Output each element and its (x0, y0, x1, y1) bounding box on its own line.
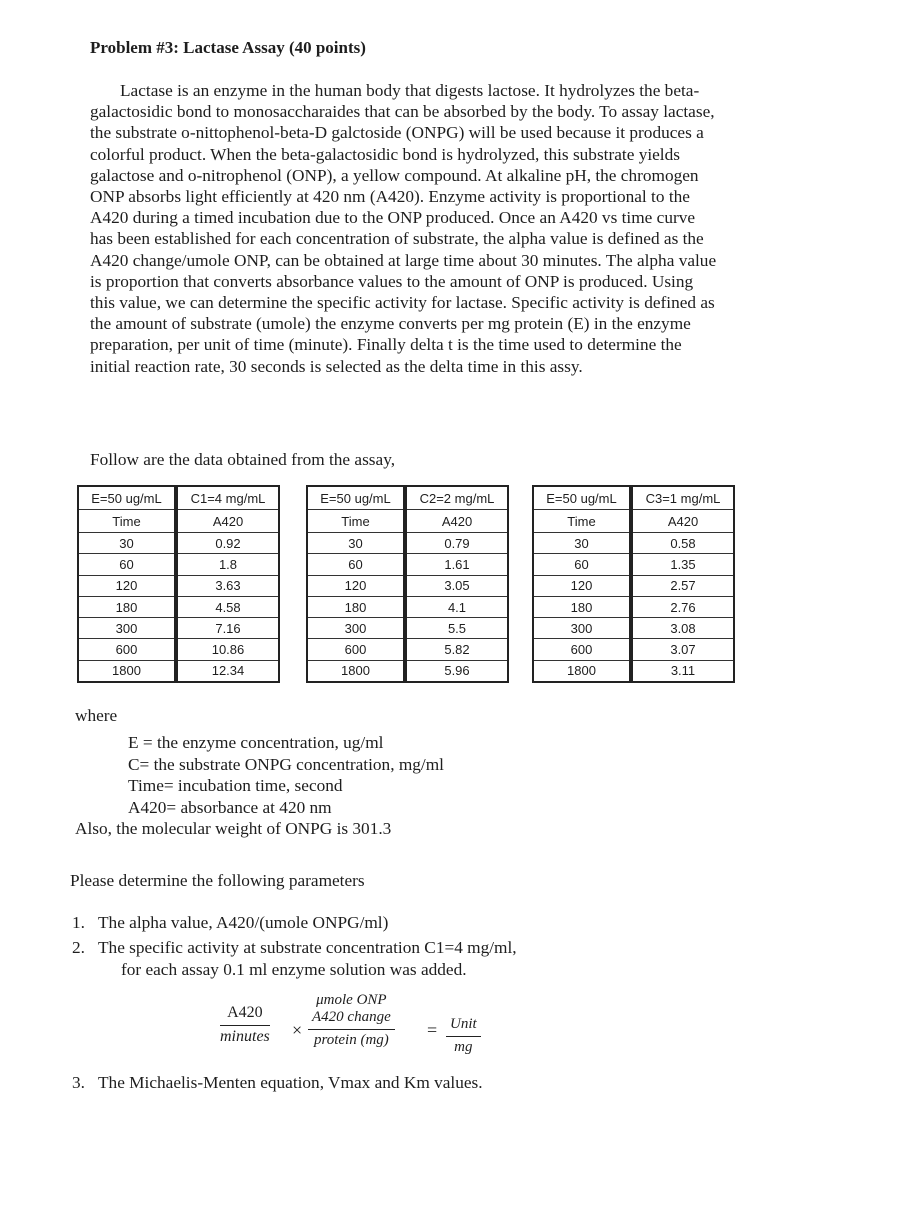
time-cell: 120 (533, 575, 631, 596)
table-row (533, 618, 734, 639)
substrate-header: C3=1 mg/mL (631, 486, 734, 510)
table-row (78, 575, 279, 596)
time-column-header: Time (307, 510, 405, 533)
a420-cell: 1.8 (176, 554, 279, 575)
a420-cell: 5.5 (405, 618, 508, 639)
data-table-c3 (532, 485, 735, 683)
table-row (533, 596, 734, 617)
intro-paragraph: Lactase is an enzyme in the human body that digests lactose. It hydrolyzes the beta-galactosidic bond to monosaccharaides that can be absorbed by the body. To assay lactase, the substrate o-nittophenol-beta-D galctoside (ONPG) will be used because it produces a colorful product. When the beta-galactosidic bond is hydrolyzed, this substrate yields galactose and o-nitrophenol (ONP), a yellow compound. At alkaline pH, the chromogen ONP absorbs light efficiently at 420 nm (A420). Enzyme activity is proportional to the A420 during a timed incubation due to the ONP produced. Once an A420 vs time curve has been established for each concentration of substrate, the alpha value is defined as the A420 change/umole ONP, can be obtained at large time about 30 minutes. The alpha value is proportion that converts absorbance values to the amount of ONP is produced. Using this value, we can determine the specific activity for lactase. Specific activity is defined as the amount of substrate (umole) the enzyme converts per mg protein (E) in the enzyme preparation, per unit of time (minute). Finally delta t is the time used to determine the initial reaction rate, 30 seconds is selected as the delta time in this assy. (90, 81, 717, 376)
enzyme-header: E=50 ug/mL (307, 486, 405, 510)
definition-absorbance: A420= absorbance at 420 nm (128, 797, 332, 817)
time-cell: 300 (533, 618, 631, 639)
time-cell: 30 (533, 533, 631, 554)
definition-substrate: C= the substrate ONPG concentration, mg/ml (128, 754, 444, 774)
a420-cell: 2.76 (631, 596, 734, 617)
time-column-header: Time (78, 510, 176, 533)
table-row (307, 639, 508, 660)
specific-activity-formula (220, 990, 520, 1066)
table-row (307, 533, 508, 554)
a420-cell: 1.61 (405, 554, 508, 575)
formula-right-numerator: Unit (450, 1016, 477, 1032)
time-cell: 300 (307, 618, 405, 639)
a420-cell: 10.86 (176, 639, 279, 660)
time-cell: 120 (78, 575, 176, 596)
table-row (533, 575, 734, 596)
a420-cell: 3.08 (631, 618, 734, 639)
table-row (307, 575, 508, 596)
formula-times: × (292, 1020, 303, 1040)
molecular-weight-note: Also, the molecular weight of ONPG is 301.3 (75, 819, 392, 838)
formula-middle-numerator-top: μmole ONP (316, 992, 387, 1008)
time-cell: 300 (78, 618, 176, 639)
question-1 (72, 913, 388, 933)
problem-title: Problem #3: Lactase Assay (40 points) (90, 38, 366, 57)
a420-cell: 5.82 (405, 639, 508, 660)
data-table-c1 (77, 485, 280, 683)
a420-cell: 0.79 (405, 533, 508, 554)
question-text: The Michaelis-Menten equation, Vmax and Km values. (98, 1073, 483, 1092)
table-row (307, 554, 508, 575)
table-row (533, 554, 734, 575)
table-row (307, 660, 508, 682)
table-row (78, 554, 279, 575)
time-cell: 1800 (78, 660, 176, 682)
formula-left-denominator: minutes (220, 1025, 270, 1046)
a420-cell: 3.63 (176, 575, 279, 596)
a420-column-header: A420 (631, 510, 734, 533)
a420-column-header: A420 (176, 510, 279, 533)
question-2-continuation: for each assay 0.1 ml enzyme solution was added. (121, 960, 467, 979)
a420-cell: 0.92 (176, 533, 279, 554)
a420-cell: 5.96 (405, 660, 508, 682)
formula-middle-denominator: protein (mg) (308, 1029, 395, 1049)
definition-time: Time= incubation time, second (128, 776, 343, 795)
a420-cell: 1.35 (631, 554, 734, 575)
time-cell: 180 (533, 596, 631, 617)
time-cell: 1800 (533, 660, 631, 682)
table-row (533, 660, 734, 682)
time-column-header: Time (533, 510, 631, 533)
time-cell: 30 (78, 533, 176, 554)
table-row (533, 639, 734, 660)
table-row (78, 618, 279, 639)
a420-cell: 0.58 (631, 533, 734, 554)
enzyme-header: E=50 ug/mL (78, 486, 176, 510)
a420-cell: 3.05 (405, 575, 508, 596)
a420-cell: 3.11 (631, 660, 734, 682)
formula-middle-numerator-bottom: A420 change (312, 1009, 391, 1025)
definitions-list (128, 732, 444, 818)
question-text: The specific activity at substrate concentration C1=4 mg/ml, (98, 938, 517, 957)
time-cell: 60 (533, 554, 631, 575)
table-row (307, 618, 508, 639)
substrate-header: C2=2 mg/mL (405, 486, 508, 510)
a420-cell: 2.57 (631, 575, 734, 596)
question-3 (72, 1073, 483, 1093)
time-cell: 180 (78, 596, 176, 617)
substrate-header: C1=4 mg/mL (176, 486, 279, 510)
definition-enzyme: E = the enzyme concentration, ug/ml (128, 733, 384, 752)
table-row (307, 596, 508, 617)
a420-column-header: A420 (405, 510, 508, 533)
formula-middle-fraction (308, 992, 395, 1049)
time-cell: 600 (78, 639, 176, 660)
time-cell: 120 (307, 575, 405, 596)
time-cell: 600 (533, 639, 631, 660)
follow-text: Follow are the data obtained from the assay, (90, 450, 396, 469)
formula-left-fraction (220, 1004, 270, 1046)
a420-cell: 7.16 (176, 618, 279, 639)
time-cell: 60 (307, 554, 405, 575)
time-cell: 600 (307, 639, 405, 660)
a420-cell: 3.07 (631, 639, 734, 660)
where-label: where (75, 706, 118, 725)
question-2 (72, 938, 517, 958)
table-row (78, 533, 279, 554)
question-text: The alpha value, A420/(umole ONPG/ml) (98, 913, 389, 932)
formula-equals: = (427, 1020, 438, 1040)
formula-right-denominator: mg (446, 1036, 481, 1056)
a420-cell: 12.34 (176, 660, 279, 682)
time-cell: 30 (307, 533, 405, 554)
formula-right-fraction (446, 1016, 481, 1056)
time-cell: 60 (78, 554, 176, 575)
table-row (533, 533, 734, 554)
please-text: Please determine the following parameters (70, 871, 365, 890)
table-row (78, 639, 279, 660)
enzyme-header: E=50 ug/mL (533, 486, 631, 510)
question-number: 1. (72, 913, 85, 932)
a420-cell: 4.1 (405, 596, 508, 617)
formula-left-numerator: A420 (227, 1004, 263, 1021)
data-table-c2 (306, 485, 509, 683)
time-cell: 1800 (307, 660, 405, 682)
question-number: 2. (72, 938, 85, 957)
question-number: 3. (72, 1073, 85, 1092)
table-row (78, 660, 279, 682)
a420-cell: 4.58 (176, 596, 279, 617)
time-cell: 180 (307, 596, 405, 617)
table-row (78, 596, 279, 617)
